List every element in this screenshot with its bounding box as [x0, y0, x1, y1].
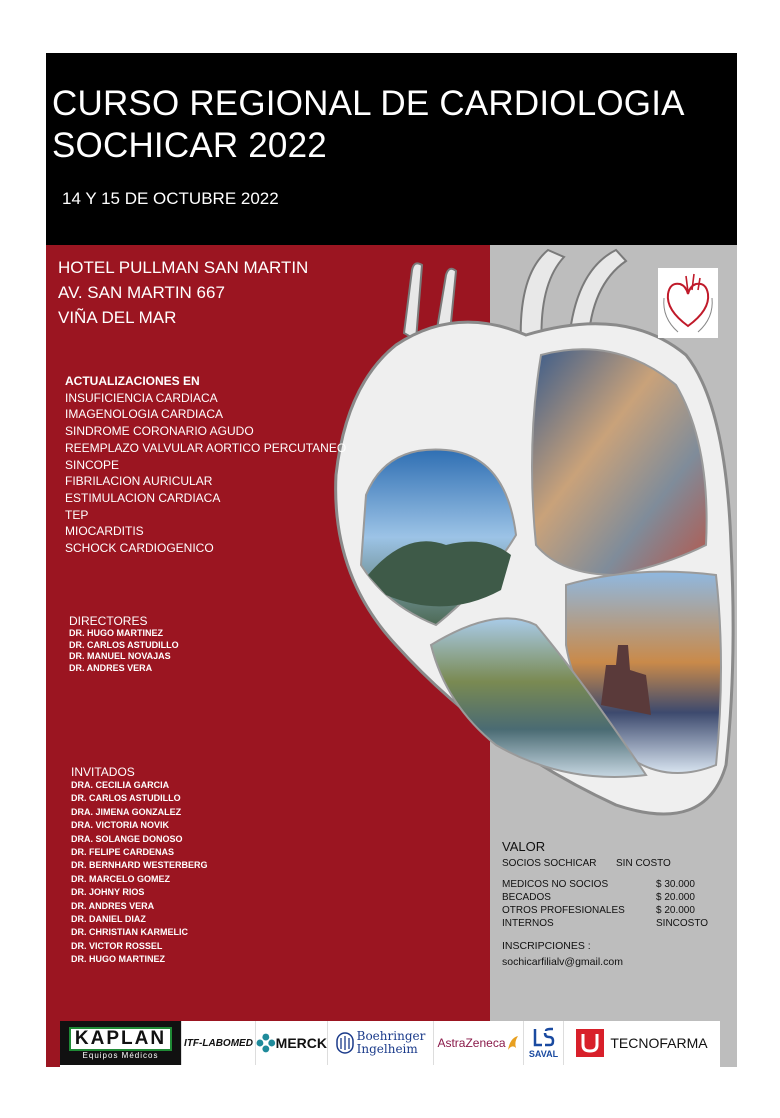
invitado-name: DR. CARLOS ASTUDILLO — [71, 793, 181, 804]
contact-email: sochicarfilialv@gmail.com — [502, 956, 623, 968]
invitado-name: DRA. CECILIA GARCIA — [71, 780, 170, 790]
price-value: SINCOSTO — [656, 918, 709, 929]
price-label: BECADOS — [502, 892, 551, 903]
price-label: INTERNOS — [502, 918, 554, 929]
merck-logo — [256, 1021, 328, 1065]
invitados-list — [71, 765, 208, 967]
price-value: $ 20.000 — [656, 905, 695, 916]
topic-item: INSUFICIENCIA CARDIACA — [65, 390, 218, 405]
itf-labomed-logo — [182, 1021, 256, 1065]
topic-item: SINDROME CORONARIO AGUDO — [65, 424, 254, 439]
topic-item: SINCOPE — [65, 457, 120, 472]
topic-item: MIOCARDITIS — [65, 524, 144, 539]
boehringer-logo — [328, 1021, 434, 1065]
kaplan-name: KAPLAN — [69, 1027, 172, 1051]
tecnofarma-logo — [564, 1021, 720, 1065]
tecnofarma-name: TECNOFARMA — [610, 1035, 708, 1051]
header-band — [46, 53, 737, 245]
topic-item: SCHOCK CARDIOGENICO — [65, 541, 214, 556]
astrazeneca-logo — [434, 1021, 524, 1065]
price-row — [502, 857, 708, 870]
invitado-name: DR. BERNHARD WESTERBERG — [71, 860, 208, 871]
topic-item: FIBRILACION AURICULAR — [65, 474, 213, 489]
invitados-heading: INVITADOS — [71, 765, 135, 779]
invitado-name: DR. ANDRES VERA — [71, 900, 155, 911]
invitado-name: DR. MARCELO GOMEZ — [71, 873, 170, 884]
directors-list — [69, 614, 179, 674]
price-label: MEDICOS NO SOCIOS — [502, 879, 609, 890]
course-date: 14 Y 15 DE OCTUBRE 2022 — [62, 189, 279, 208]
topics-heading: ACTUALIZACIONES EN — [65, 374, 200, 388]
invitado-name: DRA. SOLANGE DONOSO — [71, 833, 183, 844]
pricing-heading: VALOR — [502, 839, 546, 854]
boehringer-icon — [336, 1032, 354, 1054]
price-label: SOCIOS SOCHICAR — [502, 858, 597, 869]
boehringer-name-2: Ingelheim — [356, 1042, 418, 1056]
inscripciones — [502, 938, 708, 970]
directors-heading: DIRECTORES — [69, 614, 148, 628]
boehringer-name-1: Boehringer — [356, 1029, 426, 1043]
invitado-name: DRA. VICTORIA NOVIK — [71, 820, 170, 831]
price-row — [502, 904, 708, 917]
invitado-name: DR. DANIEL DIAZ — [71, 914, 146, 925]
topic-item: TEP — [65, 507, 89, 522]
invitado-name: DR. FELIPE CARDENAS — [71, 847, 175, 858]
venue-hotel: HOTEL PULLMAN SAN MARTIN — [58, 258, 309, 277]
sponsor-strip — [60, 1021, 720, 1067]
kaplan-sub: Equipos Médicos — [82, 1050, 159, 1060]
invitado-name: DR. HUGO MARTINEZ — [71, 954, 165, 965]
saval-logo — [524, 1021, 564, 1065]
itf-name: ITF-LABOMED — [184, 1037, 253, 1049]
invitado-name: DR. VICTOR ROSSEL — [71, 940, 163, 951]
inscripciones-label: INSCRIPCIONES : — [502, 940, 591, 952]
astrazeneca-name: AstraZeneca — [437, 1036, 506, 1050]
merck-name: MERCK — [275, 1035, 327, 1051]
merck-cross-icon — [256, 1033, 276, 1053]
price-row — [502, 917, 708, 930]
kaplan-logo — [60, 1021, 182, 1065]
saval-mark-icon — [532, 1027, 556, 1049]
poster — [46, 53, 737, 1067]
venue-address: AV. SAN MARTIN 667 — [58, 283, 225, 302]
director-name: DR. MANUEL NOVAJAS — [69, 651, 171, 662]
invitado-name: DRA. JIMENA GONZALEZ — [71, 806, 182, 817]
price-label: OTROS PROFESIONALES — [502, 905, 625, 916]
title-line-2: SOCHICAR 2022 — [52, 126, 327, 165]
director-name: DR. HUGO MARTINEZ — [69, 628, 163, 638]
director-name: DR. ANDRES VERA — [69, 662, 153, 673]
invitado-name: DR. CHRISTIAN KARMELIC — [71, 927, 188, 938]
price-value: $ 20.000 — [656, 892, 695, 903]
venue-city: VIÑA DEL MAR — [58, 308, 177, 327]
tecnofarma-icon — [576, 1029, 604, 1057]
director-name: DR. CARLOS ASTUDILLO — [69, 639, 179, 650]
topics-list — [65, 373, 346, 557]
venue-block — [58, 255, 308, 330]
price-value: SIN COSTO — [616, 858, 671, 869]
astrazeneca-swirl-icon — [506, 1034, 520, 1052]
title-line-1: CURSO REGIONAL DE CARDIOLOGIA — [52, 84, 685, 123]
topic-item: IMAGENOLOGIA CARDIACA — [65, 407, 224, 422]
invitado-name: DR. JOHNY RIOS — [71, 887, 145, 898]
sochicar-logo — [658, 268, 718, 338]
saval-name: SAVAL — [528, 1049, 559, 1059]
topic-item: REEMPLAZO VALVULAR AORTICO PERCUTANEO — [65, 440, 347, 455]
price-value: $ 30.000 — [656, 879, 695, 890]
price-row — [502, 878, 708, 891]
topic-item: ESTIMULACION CARDIACA — [65, 490, 221, 505]
course-title — [52, 83, 685, 167]
pricing-block — [502, 839, 708, 970]
heart-logo-icon — [658, 268, 718, 338]
price-row — [502, 891, 708, 904]
